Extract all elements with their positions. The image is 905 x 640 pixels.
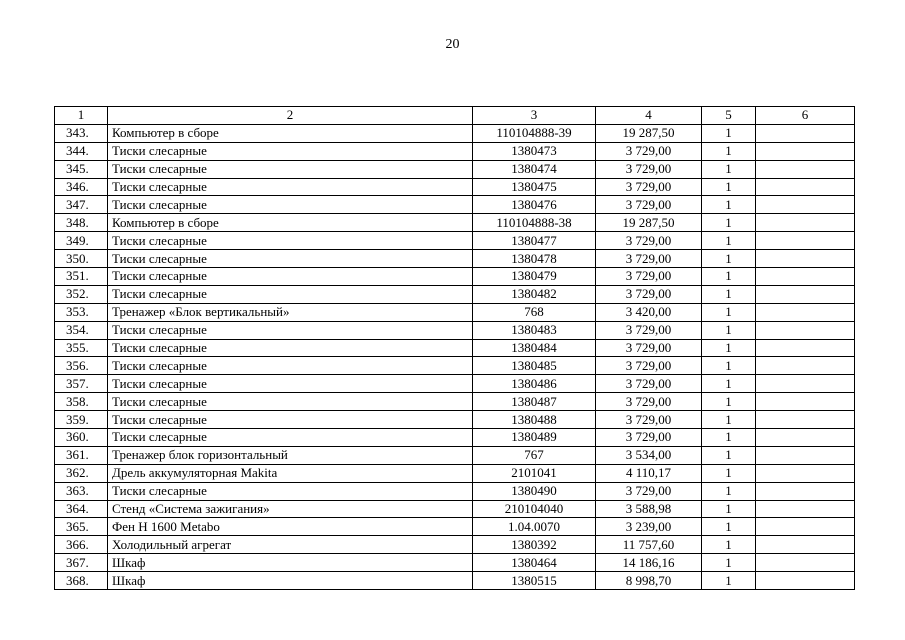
note-cell — [756, 339, 855, 357]
table-row — [55, 357, 855, 375]
note-cell — [756, 572, 855, 590]
row-number-cell: 348. — [55, 214, 108, 232]
item-name-cell: Тиски слесарные — [108, 393, 473, 411]
table-row — [55, 446, 855, 464]
inventory-number-cell: 1380478 — [473, 250, 596, 268]
note-cell — [756, 429, 855, 447]
item-name-cell: Тиски слесарные — [108, 375, 473, 393]
item-name-cell: Тиски слесарные — [108, 250, 473, 268]
note-cell — [756, 536, 855, 554]
quantity-cell: 1 — [702, 232, 756, 250]
cost-cell: 3 729,00 — [596, 142, 702, 160]
inventory-number-cell: 1380515 — [473, 572, 596, 590]
quantity-cell: 1 — [702, 196, 756, 214]
cost-cell: 3 729,00 — [596, 232, 702, 250]
page-number: 20 — [445, 37, 460, 52]
note-cell — [756, 500, 855, 518]
inventory-number-cell: 110104888-38 — [473, 214, 596, 232]
table-row — [55, 268, 855, 286]
inventory-number-cell: 1380482 — [473, 285, 596, 303]
item-name-cell: Тиски слесарные — [108, 429, 473, 447]
cost-cell: 3 729,00 — [596, 321, 702, 339]
item-name-cell: Тиски слесарные — [108, 142, 473, 160]
cost-cell: 3 729,00 — [596, 429, 702, 447]
cost-cell: 19 287,50 — [596, 214, 702, 232]
row-number-cell: 365. — [55, 518, 108, 536]
item-name-cell: Тиски слесарные — [108, 268, 473, 286]
header-cell: 3 — [473, 107, 596, 125]
item-name-cell: Тиски слесарные — [108, 232, 473, 250]
note-cell — [756, 464, 855, 482]
row-number-cell: 351. — [55, 268, 108, 286]
note-cell — [756, 321, 855, 339]
table-row — [55, 232, 855, 250]
inventory-number-cell: 1380489 — [473, 429, 596, 447]
note-cell — [756, 214, 855, 232]
note-cell — [756, 411, 855, 429]
item-name-cell: Шкаф — [108, 572, 473, 590]
item-name-cell: Тренажер «Блок вертикальный» — [108, 303, 473, 321]
cost-cell: 3 729,00 — [596, 160, 702, 178]
table-row — [55, 142, 855, 160]
note-cell — [756, 446, 855, 464]
cost-cell: 3 729,00 — [596, 250, 702, 268]
inventory-number-cell: 1380485 — [473, 357, 596, 375]
inventory-number-cell: 768 — [473, 303, 596, 321]
quantity-cell: 1 — [702, 357, 756, 375]
inventory-number-cell: 210104040 — [473, 500, 596, 518]
inventory-number-cell: 1380488 — [473, 411, 596, 429]
note-cell — [756, 160, 855, 178]
quantity-cell: 1 — [702, 142, 756, 160]
cost-cell: 8 998,70 — [596, 572, 702, 590]
item-name-cell: Шкаф — [108, 554, 473, 572]
item-name-cell: Стенд «Система зажигания» — [108, 500, 473, 518]
quantity-cell: 1 — [702, 250, 756, 268]
inventory-number-cell: 1380483 — [473, 321, 596, 339]
quantity-cell: 1 — [702, 178, 756, 196]
row-number-cell: 346. — [55, 178, 108, 196]
cost-cell: 11 757,60 — [596, 536, 702, 554]
quantity-cell: 1 — [702, 464, 756, 482]
quantity-cell: 1 — [702, 339, 756, 357]
note-cell — [756, 303, 855, 321]
item-name-cell: Тиски слесарные — [108, 482, 473, 500]
table-row — [55, 429, 855, 447]
row-number-cell: 357. — [55, 375, 108, 393]
row-number-cell: 349. — [55, 232, 108, 250]
row-number-cell: 364. — [55, 500, 108, 518]
row-number-cell: 354. — [55, 321, 108, 339]
inventory-number-cell: 1380479 — [473, 268, 596, 286]
cost-cell: 4 110,17 — [596, 464, 702, 482]
inventory-number-cell: 1.04.0070 — [473, 518, 596, 536]
quantity-cell: 1 — [702, 554, 756, 572]
item-name-cell: Дрель аккумуляторная Makita — [108, 464, 473, 482]
row-number-cell: 343. — [55, 124, 108, 142]
row-number-cell: 363. — [55, 482, 108, 500]
item-name-cell: Тиски слесарные — [108, 178, 473, 196]
table-row — [55, 518, 855, 536]
inventory-table — [54, 106, 855, 590]
note-cell — [756, 124, 855, 142]
item-name-cell: Фен H 1600 Metabo — [108, 518, 473, 536]
table-row — [55, 464, 855, 482]
cost-cell: 3 729,00 — [596, 411, 702, 429]
item-name-cell: Компьютер в сборе — [108, 124, 473, 142]
quantity-cell: 1 — [702, 536, 756, 554]
note-cell — [756, 393, 855, 411]
cost-cell: 3 729,00 — [596, 196, 702, 214]
note-cell — [756, 554, 855, 572]
header-cell: 4 — [596, 107, 702, 125]
cost-cell: 3 729,00 — [596, 393, 702, 411]
table-row — [55, 393, 855, 411]
note-cell — [756, 518, 855, 536]
inventory-number-cell: 1380392 — [473, 536, 596, 554]
cost-cell: 3 729,00 — [596, 268, 702, 286]
note-cell — [756, 196, 855, 214]
cost-cell: 3 588,98 — [596, 500, 702, 518]
table-row — [55, 554, 855, 572]
row-number-cell: 359. — [55, 411, 108, 429]
row-number-cell: 347. — [55, 196, 108, 214]
row-number-cell: 362. — [55, 464, 108, 482]
table-row — [55, 500, 855, 518]
row-number-cell: 356. — [55, 357, 108, 375]
row-number-cell: 352. — [55, 285, 108, 303]
note-cell — [756, 142, 855, 160]
item-name-cell: Тиски слесарные — [108, 321, 473, 339]
inventory-number-cell: 1380477 — [473, 232, 596, 250]
quantity-cell: 1 — [702, 411, 756, 429]
header-row — [55, 107, 855, 125]
row-number-cell: 344. — [55, 142, 108, 160]
quantity-cell: 1 — [702, 500, 756, 518]
row-number-cell: 368. — [55, 572, 108, 590]
cost-cell: 3 729,00 — [596, 482, 702, 500]
row-number-cell: 345. — [55, 160, 108, 178]
quantity-cell: 1 — [702, 482, 756, 500]
table-row — [55, 375, 855, 393]
table-row — [55, 339, 855, 357]
note-cell — [756, 268, 855, 286]
table-row — [55, 285, 855, 303]
inventory-number-cell: 1380487 — [473, 393, 596, 411]
inventory-number-cell: 2101041 — [473, 464, 596, 482]
item-name-cell: Тиски слесарные — [108, 411, 473, 429]
inventory-number-cell: 110104888-39 — [473, 124, 596, 142]
row-number-cell: 358. — [55, 393, 108, 411]
note-cell — [756, 357, 855, 375]
inventory-number-cell: 767 — [473, 446, 596, 464]
table-row — [55, 124, 855, 142]
item-name-cell: Тиски слесарные — [108, 357, 473, 375]
quantity-cell: 1 — [702, 285, 756, 303]
quantity-cell: 1 — [702, 393, 756, 411]
inventory-number-cell: 1380486 — [473, 375, 596, 393]
note-cell — [756, 375, 855, 393]
inventory-number-cell: 1380475 — [473, 178, 596, 196]
note-cell — [756, 250, 855, 268]
row-number-cell: 353. — [55, 303, 108, 321]
table-row — [55, 536, 855, 554]
item-name-cell: Тиски слесарные — [108, 196, 473, 214]
row-number-cell: 361. — [55, 446, 108, 464]
table-row — [55, 196, 855, 214]
item-name-cell: Холодильный агрегат — [108, 536, 473, 554]
table-row — [55, 250, 855, 268]
note-cell — [756, 232, 855, 250]
inventory-number-cell: 1380490 — [473, 482, 596, 500]
table-row — [55, 160, 855, 178]
note-cell — [756, 178, 855, 196]
item-name-cell: Тиски слесарные — [108, 160, 473, 178]
table-row — [55, 178, 855, 196]
inventory-number-cell: 1380484 — [473, 339, 596, 357]
item-name-cell: Тренажер блок горизонтальный — [108, 446, 473, 464]
row-number-cell: 367. — [55, 554, 108, 572]
cost-cell: 3 239,00 — [596, 518, 702, 536]
cost-cell: 3 729,00 — [596, 178, 702, 196]
quantity-cell: 1 — [702, 214, 756, 232]
quantity-cell: 1 — [702, 124, 756, 142]
table-row — [55, 482, 855, 500]
inventory-number-cell: 1380476 — [473, 196, 596, 214]
cost-cell: 3 729,00 — [596, 357, 702, 375]
cost-cell: 14 186,16 — [596, 554, 702, 572]
header-cell: 1 — [55, 107, 108, 125]
cost-cell: 3 534,00 — [596, 446, 702, 464]
quantity-cell: 1 — [702, 268, 756, 286]
header-cell: 2 — [108, 107, 473, 125]
cost-cell: 3 729,00 — [596, 375, 702, 393]
table-body — [55, 107, 855, 590]
item-name-cell: Тиски слесарные — [108, 285, 473, 303]
quantity-cell: 1 — [702, 429, 756, 447]
note-cell — [756, 285, 855, 303]
row-number-cell: 366. — [55, 536, 108, 554]
quantity-cell: 1 — [702, 375, 756, 393]
note-cell — [756, 482, 855, 500]
row-number-cell: 355. — [55, 339, 108, 357]
quantity-cell: 1 — [702, 572, 756, 590]
row-number-cell: 360. — [55, 429, 108, 447]
table-row — [55, 303, 855, 321]
inventory-number-cell: 1380474 — [473, 160, 596, 178]
quantity-cell: 1 — [702, 518, 756, 536]
item-name-cell: Тиски слесарные — [108, 339, 473, 357]
cost-cell: 3 420,00 — [596, 303, 702, 321]
table-row — [55, 572, 855, 590]
cost-cell: 3 729,00 — [596, 285, 702, 303]
quantity-cell: 1 — [702, 321, 756, 339]
quantity-cell: 1 — [702, 446, 756, 464]
table-row — [55, 321, 855, 339]
header-cell: 6 — [756, 107, 855, 125]
table-row — [55, 214, 855, 232]
item-name-cell: Компьютер в сборе — [108, 214, 473, 232]
row-number-cell: 350. — [55, 250, 108, 268]
inventory-number-cell: 1380464 — [473, 554, 596, 572]
quantity-cell: 1 — [702, 160, 756, 178]
cost-cell: 3 729,00 — [596, 339, 702, 357]
quantity-cell: 1 — [702, 303, 756, 321]
table-row — [55, 411, 855, 429]
header-cell: 5 — [702, 107, 756, 125]
inventory-number-cell: 1380473 — [473, 142, 596, 160]
cost-cell: 19 287,50 — [596, 124, 702, 142]
